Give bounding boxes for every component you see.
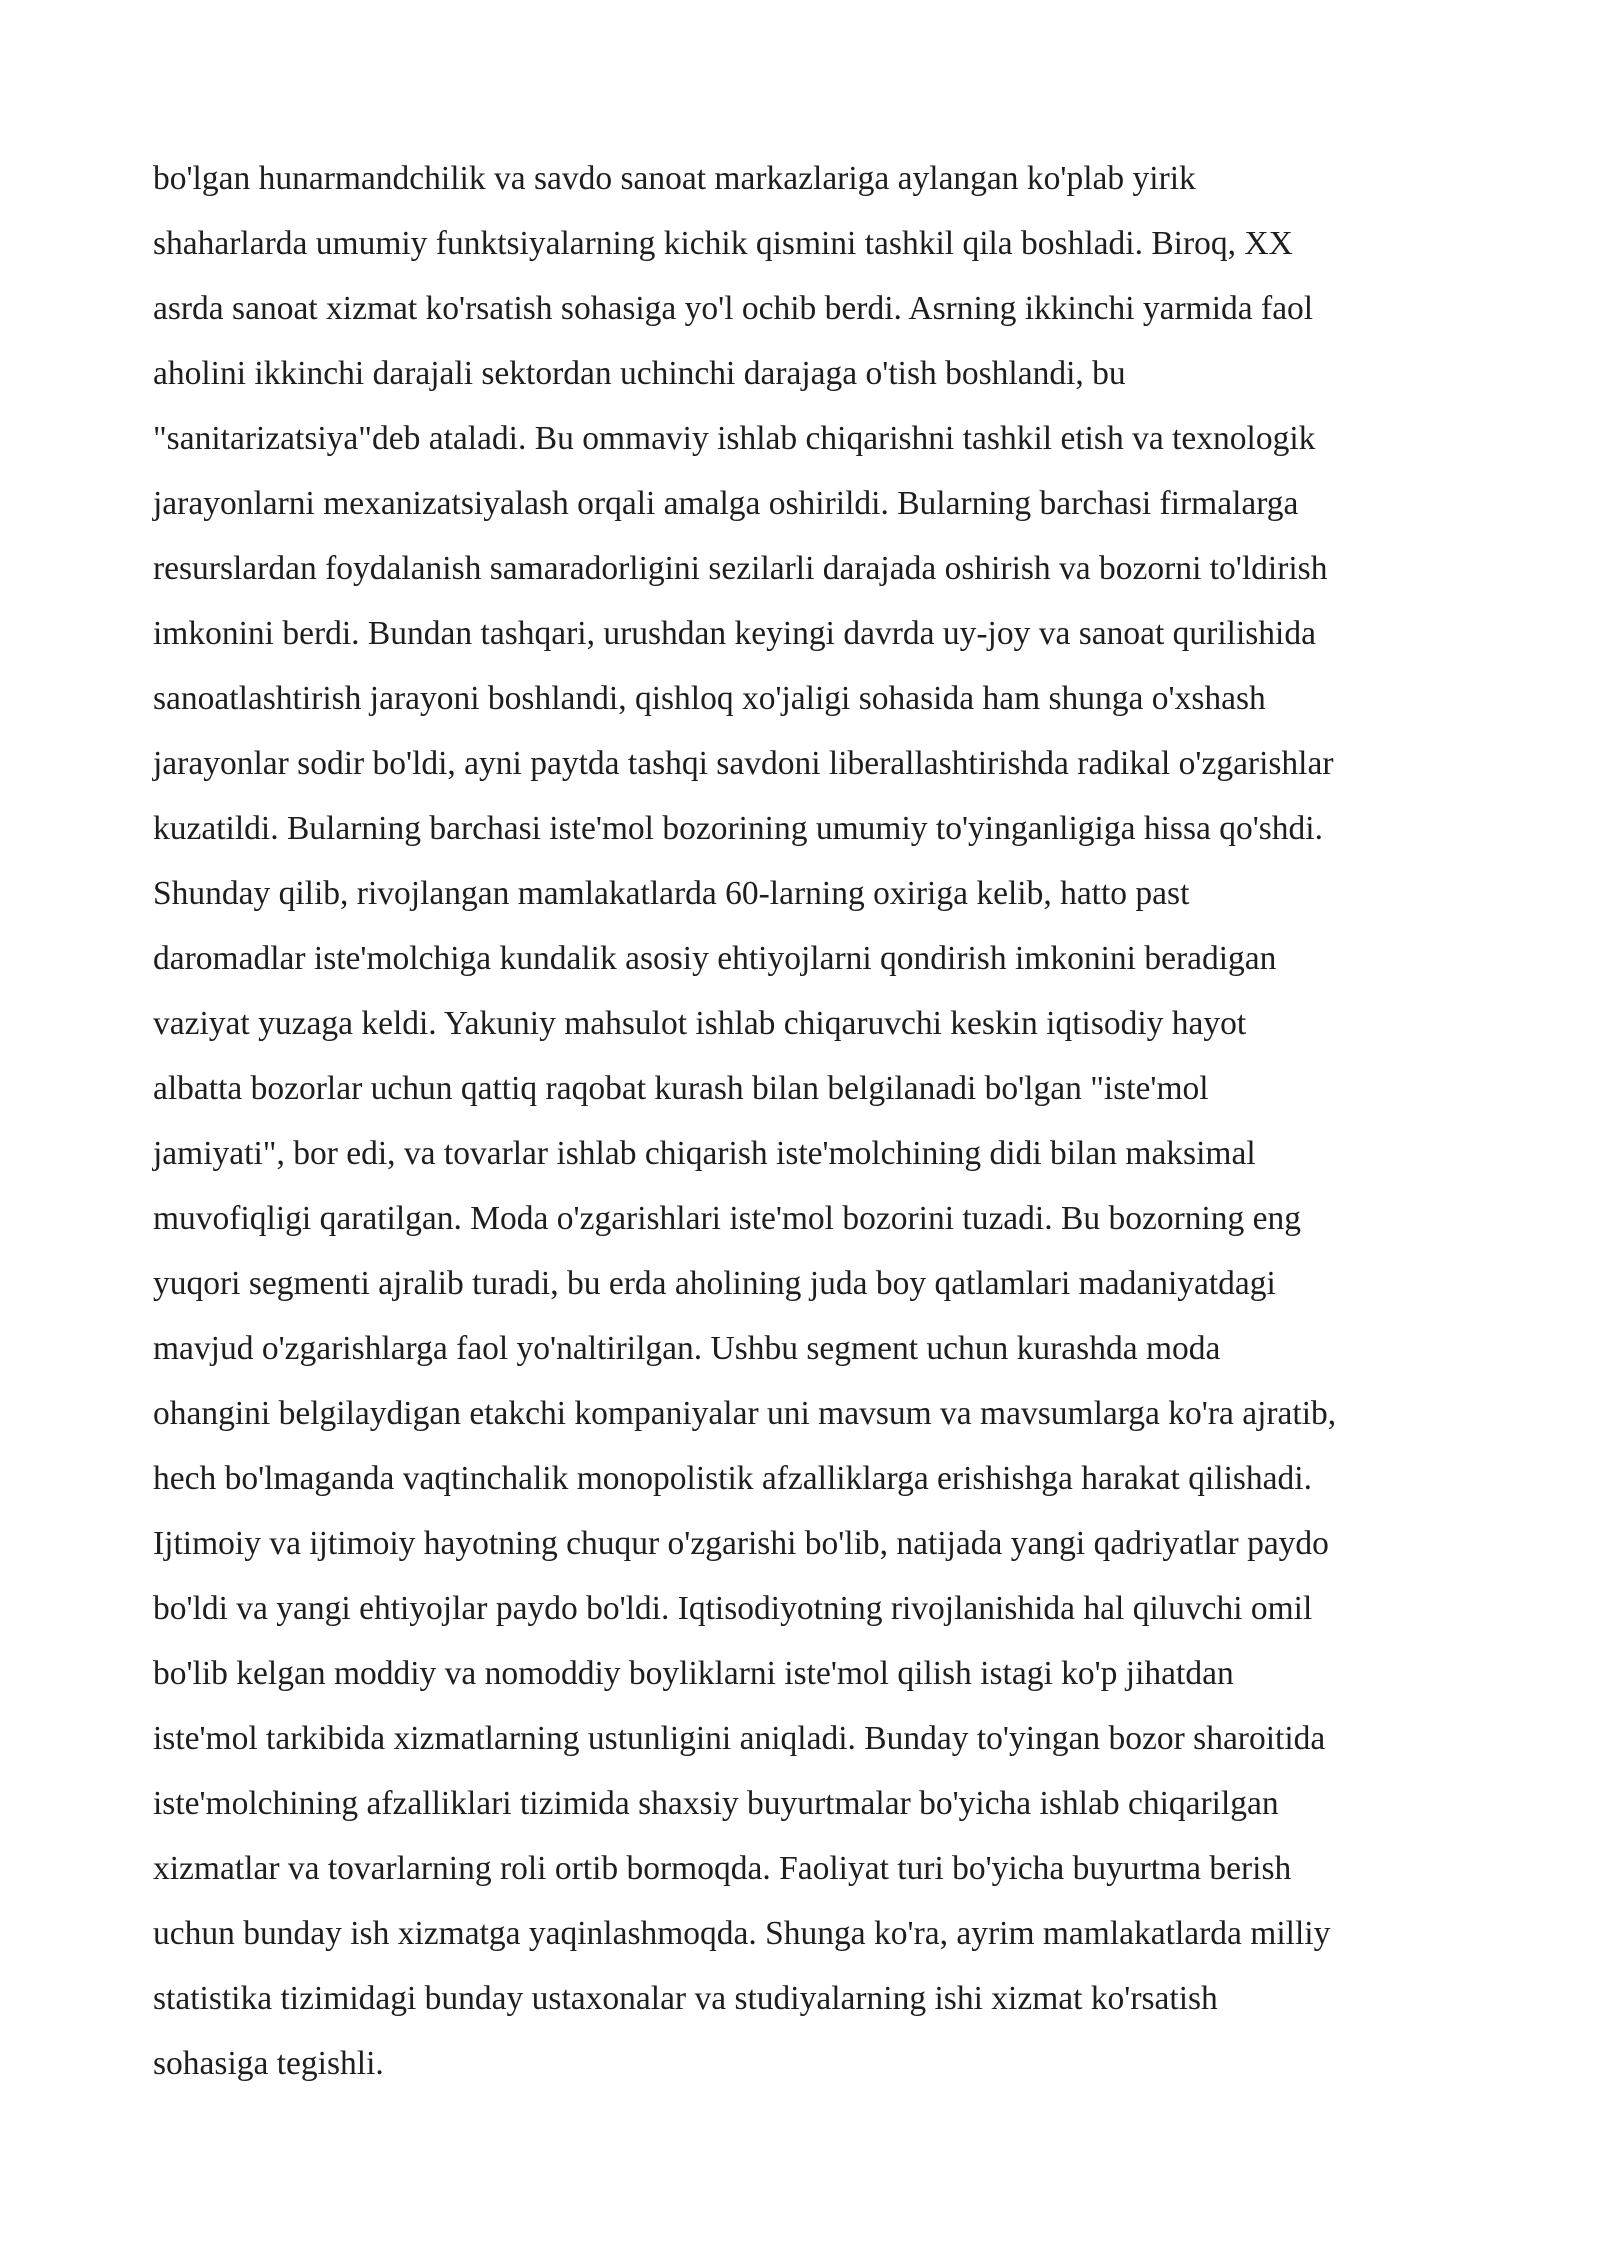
text-line: imkonini berdi. Bundan tashqari, urushdan keyingi davrda uy-joy va sanoat qurilishida <box>153 615 1316 652</box>
text-line: bo'lib kelgan moddiy va nomoddiy boyliklarni iste'mol qilish istagi ko'p jihatdan <box>153 1655 1234 1692</box>
text-line: bo'lgan hunarmandchilik va savdo sanoat markazlariga aylangan ko'plab yirik <box>153 160 1196 197</box>
text-line: shaharlarda umumiy funktsiyalarning kichik qismini tashkil qila boshladi. Biroq, XX <box>153 225 1293 262</box>
text-line: jarayonlar sodir bo'ldi, ayni paytda tashqi savdoni liberallashtirishda radikal o'zgarishlar <box>153 745 1334 782</box>
text-line: sohasiga tegishli. <box>153 2045 384 2082</box>
text-line: jarayonlarni mexanizatsiyalash orqali amalga oshirildi. Bularning barchasi firmalarga <box>153 485 1299 522</box>
text-line: Ijtimoiy va ijtimoiy hayotning chuqur o'zgarishi bo'lib, natijada yangi qadriyatlar paydo <box>153 1525 1329 1562</box>
text-line: hech bo'lmaganda vaqtinchalik monopolistik afzalliklarga erishishga harakat qilishadi. <box>153 1460 1312 1497</box>
text-line: kuzatildi. Bularning barchasi iste'mol bozorining umumiy to'yinganligiga hissa qo'shdi. <box>153 810 1323 847</box>
text-line: ohangini belgilaydigan etakchi kompaniyalar uni mavsum va mavsumlarga ko'ra ajratib, <box>153 1395 1337 1432</box>
text-line: jamiyati", bor edi, va tovarlar ishlab chiqarish iste'molchining didi bilan maksimal <box>153 1135 1256 1172</box>
text-line: albatta bozorlar uchun qattiq raqobat kurash bilan belgilanadi bo'lgan "iste'mol <box>153 1070 1209 1107</box>
text-line: vaziyat yuzaga keldi. Yakuniy mahsulot ishlab chiqaruvchi keskin iqtisodiy hayot <box>153 1005 1247 1042</box>
text-line: bo'ldi va yangi ehtiyojlar paydo bo'ldi. Iqtisodiyotning rivojlanishida hal qiluvchi omil <box>153 1590 1313 1627</box>
text-line: aholini ikkinchi darajali sektordan uchinchi darajaga o'tish boshlandi, bu <box>153 355 1126 392</box>
text-line: iste'molchining afzalliklari tizimida shaxsiy buyurtmalar bo'yicha ishlab chiqarilgan <box>153 1785 1279 1822</box>
body-paragraph <box>153 146 1513 2096</box>
text-line: yuqori segmenti ajralib turadi, bu erda aholining juda boy qatlamlari madaniyatdagi <box>153 1265 1276 1302</box>
text-line: "sanitarizatsiya"deb ataladi. Bu ommaviy ishlab chiqarishni tashkil etish va texnologik <box>153 420 1316 457</box>
text-line: sanoatlashtirish jarayoni boshlandi, qishloq xo'jaligi sohasida ham shunga o'xshash <box>153 680 1266 717</box>
text-line: statistika tizimidagi bunday ustaxonalar va studiyalarning ishi xizmat ko'rsatish <box>153 1980 1218 2017</box>
text-line: Shunday qilib, rivojlangan mamlakatlarda 60-larning oxiriga kelib, hatto past <box>153 875 1190 912</box>
text-line: xizmatlar va tovarlarning roli ortib bormoqda. Faoliyat turi bo'yicha buyurtma berish <box>153 1850 1292 1887</box>
text-line: uchun bunday ish xizmatga yaqinlashmoqda. Shunga ko'ra, ayrim mamlakatlarda milliy <box>153 1915 1331 1952</box>
text-line: resurslardan foydalanish samaradorligini sezilarli darajada oshirish va bozorni to'ldirish <box>153 550 1328 587</box>
text-line: muvofiqligi qaratilgan. Moda o'zgarishlari iste'mol bozorini tuzadi. Bu bozorning eng <box>153 1200 1302 1237</box>
text-line: iste'mol tarkibida xizmatlarning ustunligini aniqladi. Bunday to'yingan bozor sharoitida <box>153 1720 1326 1757</box>
text-line: daromadlar iste'molchiga kundalik asosiy ehtiyojlarni qondirish imkonini beradigan <box>153 940 1277 977</box>
text-line: asrda sanoat xizmat ko'rsatish sohasiga yo'l ochib berdi. Asrning ikkinchi yarmida faol <box>153 290 1314 327</box>
text-line: mavjud o'zgarishlarga faol yo'naltirilgan. Ushbu segment uchun kurashda moda <box>153 1330 1221 1367</box>
